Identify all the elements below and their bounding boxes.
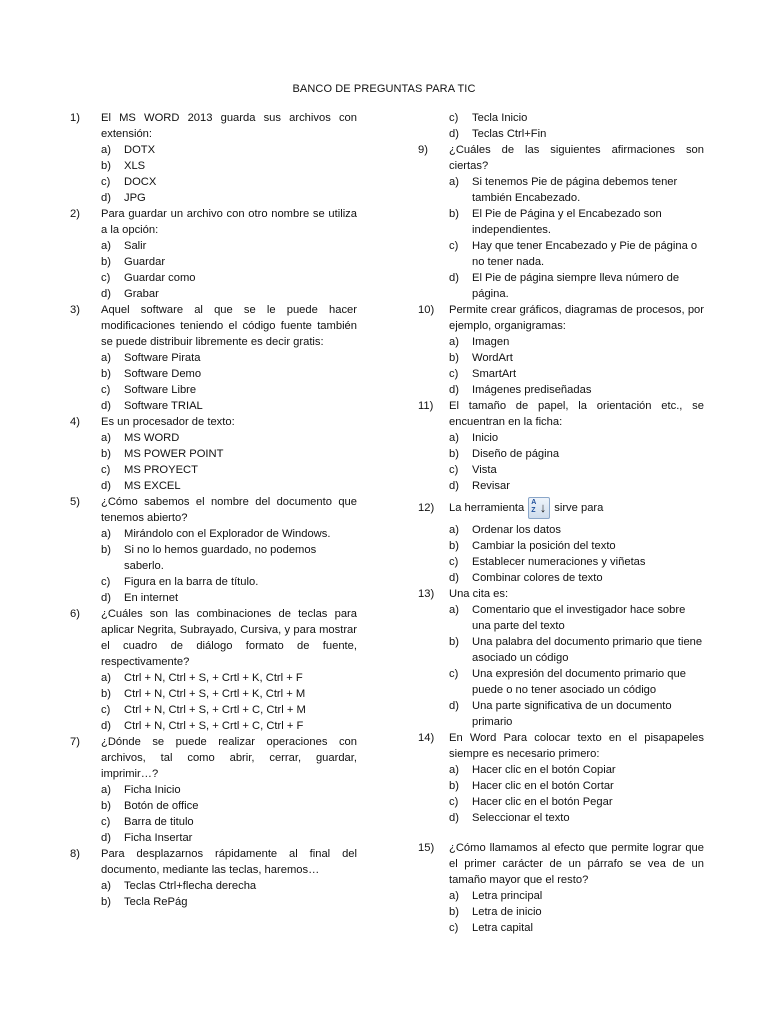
option-text: Si no lo hemos guardado, no podemos saberlo.: [124, 544, 317, 572]
option-letter: a): [101, 352, 111, 364]
answer-option: [70, 270, 357, 286]
option-text: Una expresión del documento primario que puede o no tener asociado un código: [472, 668, 686, 696]
question-item: [418, 398, 704, 430]
answer-option: [70, 574, 357, 590]
option-letter: c): [449, 368, 459, 380]
option-text: Salir: [124, 240, 147, 252]
option-letter: d): [101, 192, 111, 204]
option-text: Tecla RePág: [124, 896, 188, 908]
option-text: MS WORD: [124, 432, 180, 444]
option-text: Letra de inicio: [472, 906, 542, 918]
answer-option: [70, 382, 357, 398]
question-number: 11): [418, 400, 434, 412]
option-text: Hacer clic en el botón Pegar: [472, 796, 613, 808]
question-item: [70, 734, 357, 782]
option-text: Teclas Ctrl+Fin: [472, 128, 547, 140]
option-letter: c): [449, 240, 459, 252]
question-number: 14): [418, 732, 435, 744]
question-number: 3): [70, 304, 80, 316]
option-text: Hacer clic en el botón Copiar: [472, 764, 616, 776]
option-letter: d): [449, 812, 459, 824]
answer-option: [70, 446, 357, 462]
answer-option: [70, 174, 357, 190]
question-text: ¿Cómo llamamos al efecto que permite lograr que el primer carácter de un párrafo se vea de un tamaño mayor que el resto?: [449, 842, 704, 886]
option-letter: a): [449, 604, 459, 616]
option-letter: a): [101, 880, 111, 892]
option-letter: d): [101, 832, 111, 844]
option-text: Diseño de página: [472, 448, 560, 460]
option-text: Software Pirata: [124, 352, 201, 364]
answer-option: [418, 904, 704, 920]
answer-option: [70, 158, 357, 174]
option-letter: c): [449, 668, 459, 680]
question-item: [418, 494, 704, 522]
option-text: Grabar: [124, 288, 159, 300]
option-text: Letra capital: [472, 922, 533, 934]
question-number: 12): [418, 502, 435, 514]
question-text: ¿Cuáles son las combinaciones de teclas para aplicar Negrita, Subrayado, Cursiva, y para mostrar el cuadro de diálogo formato de fuente, respectivamente?: [101, 608, 357, 668]
option-text: Seleccionar el texto: [472, 812, 570, 824]
question-text-after: sirve para: [554, 501, 604, 514]
option-letter: b): [101, 896, 111, 908]
option-text: Barra de titulo: [124, 816, 194, 828]
option-text: Tecla Inicio: [472, 112, 528, 124]
answer-option: [70, 526, 357, 542]
question-item: [418, 840, 704, 888]
option-text: MS EXCEL: [124, 480, 181, 492]
option-letter: b): [101, 688, 111, 700]
question-item: [70, 302, 357, 350]
option-text: Hacer clic en el botón Cortar: [472, 780, 614, 792]
sort-az-icon: [528, 497, 550, 519]
option-text: MS POWER POINT: [124, 448, 224, 460]
option-letter: d): [101, 288, 111, 300]
option-text: Software Libre: [124, 384, 197, 396]
option-text: Botón de office: [124, 800, 199, 812]
option-letter: b): [449, 352, 459, 364]
option-text: WordArt: [472, 352, 513, 364]
answer-option: [418, 382, 704, 398]
option-text: Una parte significativa de un documento primario: [472, 700, 672, 728]
option-letter: a): [101, 672, 111, 684]
option-text: Cambiar la posición del texto: [472, 540, 616, 552]
sort-icon-letters: A Z: [531, 499, 537, 514]
question-number: 4): [70, 416, 80, 428]
option-letter: a): [101, 144, 111, 156]
question-item: [70, 206, 357, 238]
answer-option: [418, 350, 704, 366]
option-letter: c): [449, 112, 459, 124]
answer-option: [70, 190, 357, 206]
down-arrow-icon: ↓: [539, 500, 547, 515]
option-letter: b): [101, 160, 111, 172]
option-text: Ctrl + N, Ctrl + S, + Crtl + K, Ctrl + F: [124, 672, 303, 684]
answer-option: [70, 782, 357, 798]
answer-option: [418, 110, 704, 126]
option-text: Ficha Insertar: [124, 832, 193, 844]
question-number: 2): [70, 208, 80, 220]
option-text: Combinar colores de texto: [472, 572, 603, 584]
answer-option: [70, 670, 357, 686]
option-letter: d): [101, 720, 111, 732]
answer-option: [418, 334, 704, 350]
answer-option: [70, 798, 357, 814]
answer-option: [70, 894, 357, 910]
answer-option: [418, 366, 704, 382]
answer-option: [418, 538, 704, 554]
option-text: Ctrl + N, Ctrl + S, + Crtl + K, Ctrl + M: [124, 688, 306, 700]
question-number: 10): [418, 304, 435, 316]
option-letter: b): [101, 544, 111, 556]
option-text: Guardar: [124, 256, 166, 268]
option-letter: b): [449, 540, 459, 552]
question-text: [449, 497, 603, 519]
answer-option: [418, 634, 704, 666]
option-letter: d): [449, 384, 459, 396]
question-item: [418, 302, 704, 334]
option-text: Imagen: [472, 336, 510, 348]
option-letter: b): [449, 448, 459, 460]
answer-option: [418, 430, 704, 446]
option-letter: c): [101, 176, 111, 188]
option-letter: a): [449, 764, 459, 776]
option-letter: b): [101, 368, 111, 380]
answer-option: [70, 702, 357, 718]
option-text: El Pie de página siempre lleva número de página.: [472, 272, 680, 300]
option-text: Software TRIAL: [124, 400, 203, 412]
option-text: Vista: [472, 464, 497, 476]
option-letter: c): [449, 464, 459, 476]
answer-option: [70, 142, 357, 158]
answer-option: [418, 920, 704, 936]
question-number: 7): [70, 736, 80, 748]
option-text: Revisar: [472, 480, 510, 492]
option-letter: d): [449, 572, 459, 584]
option-letter: d): [101, 400, 111, 412]
question-text: ¿Cómo sabemos el nombre del documento que tenemos abierto?: [101, 496, 357, 524]
option-letter: b): [101, 256, 111, 268]
answer-option: [70, 478, 357, 494]
option-letter: a): [101, 240, 111, 252]
option-letter: a): [449, 432, 459, 444]
question-item: [70, 846, 357, 878]
answer-option: [70, 350, 357, 366]
option-letter: d): [101, 480, 111, 492]
option-text: Mirándolo con el Explorador de Windows.: [124, 528, 331, 540]
option-letter: a): [101, 784, 111, 796]
answer-option: [418, 698, 704, 730]
option-text: Si tenemos Pie de página debemos tener también Encabezado.: [472, 176, 678, 204]
answer-option: [70, 686, 357, 702]
question-number: 6): [70, 608, 80, 620]
option-letter: c): [449, 796, 459, 808]
option-text: SmartArt: [472, 368, 517, 380]
option-letter: d): [449, 272, 459, 284]
option-letter: a): [449, 336, 459, 348]
document-title: BANCO DE PREGUNTAS PARA TIC: [292, 83, 476, 95]
question-number: 8): [70, 848, 80, 860]
option-letter: c): [101, 576, 111, 588]
question-item: [70, 606, 357, 670]
answer-option: [418, 462, 704, 478]
question-item: [70, 494, 357, 526]
question-item: [418, 586, 704, 602]
answer-option: [418, 762, 704, 778]
question-number: 13): [418, 588, 435, 600]
answer-option: [70, 398, 357, 414]
answer-option: [70, 830, 357, 846]
option-text: Una palabra del documento primario que tiene asociado un código: [472, 636, 703, 664]
answer-option: [70, 814, 357, 830]
option-text: Ficha Inicio: [124, 784, 181, 796]
answer-option: [418, 888, 704, 904]
option-text: Ctrl + N, Ctrl + S, + Crtl + C, Ctrl + F: [124, 720, 304, 732]
option-letter: b): [449, 780, 459, 792]
option-letter: b): [449, 636, 459, 648]
question-text: ¿Dónde se puede realizar operaciones con archivos, tal como abrir, cerrar, guardar, imprimir…?: [101, 736, 357, 780]
answer-option: [418, 206, 704, 238]
question-text: Es un procesador de texto:: [101, 416, 235, 428]
right-column: [418, 110, 704, 936]
answer-option: [70, 878, 357, 894]
left-column: [70, 110, 357, 910]
question-text: Para guardar un archivo con otro nombre se utiliza a la opción:: [101, 208, 357, 236]
option-letter: c): [101, 272, 111, 284]
question-text-before: La herramienta: [449, 501, 525, 514]
answer-option: [418, 810, 704, 826]
question-item: [70, 414, 357, 430]
answer-option: [418, 478, 704, 494]
question-number: 15): [418, 842, 435, 854]
option-letter: d): [101, 592, 111, 604]
option-letter: d): [449, 128, 459, 140]
option-text: Inicio: [472, 432, 499, 444]
option-text: El Pie de Página y el Encabezado son independientes.: [472, 208, 662, 236]
answer-option: [70, 542, 357, 574]
option-text: Comentario que el investigador hace sobre una parte del texto: [472, 604, 686, 632]
answer-option: [418, 554, 704, 570]
option-text: Ctrl + N, Ctrl + S, + Crtl + C, Ctrl + M: [124, 704, 306, 716]
option-text: Guardar como: [124, 272, 196, 284]
option-text: DOTX: [124, 144, 156, 156]
question-text: Una cita es:: [449, 588, 509, 600]
option-letter: d): [449, 480, 459, 492]
question-number: 1): [70, 112, 80, 124]
option-letter: c): [449, 556, 459, 568]
question-text: Permite crear gráficos, diagramas de procesos, por ejemplo, organigramas:: [449, 304, 704, 332]
question-item: [418, 730, 704, 762]
answer-option: [418, 666, 704, 698]
question-number: 5): [70, 496, 80, 508]
option-text: DOCX: [124, 176, 157, 188]
option-letter: c): [101, 464, 111, 476]
answer-option: [70, 718, 357, 734]
answer-option: [70, 286, 357, 302]
option-text: Establecer numeraciones y viñetas: [472, 556, 646, 568]
answer-option: [70, 366, 357, 382]
option-text: Software Demo: [124, 368, 202, 380]
option-letter: b): [449, 906, 459, 918]
option-letter: a): [101, 528, 111, 540]
answer-option: [418, 270, 704, 302]
option-text: MS PROYECT: [124, 464, 198, 476]
answer-option: [418, 602, 704, 634]
answer-option: [418, 126, 704, 142]
option-text: JPG: [124, 192, 146, 204]
option-letter: b): [101, 448, 111, 460]
question-item: [418, 142, 704, 174]
option-letter: a): [449, 176, 459, 188]
option-letter: c): [101, 704, 111, 716]
answer-option: [70, 590, 357, 606]
answer-option: [70, 430, 357, 446]
option-letter: c): [101, 384, 111, 396]
answer-option: [418, 446, 704, 462]
answer-option: [418, 570, 704, 586]
question-text: Para desplazarnos rápidamente al final del documento, mediante las teclas, haremos…: [101, 848, 357, 876]
option-letter: c): [449, 922, 459, 934]
option-letter: d): [449, 700, 459, 712]
question-text: En Word Para colocar texto en el pisapapeles siempre es necesario primero:: [449, 732, 704, 760]
option-letter: c): [101, 816, 111, 828]
answer-option: [70, 254, 357, 270]
option-letter: b): [101, 800, 111, 812]
question-item: [70, 110, 357, 142]
answer-option: [70, 238, 357, 254]
option-letter: b): [449, 208, 459, 220]
option-letter: a): [449, 890, 459, 902]
option-text: Teclas Ctrl+flecha derecha: [124, 880, 257, 892]
answer-option: [418, 522, 704, 538]
answer-option: [418, 794, 704, 810]
answer-option: [418, 778, 704, 794]
question-text: ¿Cuáles de las siguientes afirmaciones son ciertas?: [449, 144, 704, 172]
answer-option: [418, 174, 704, 206]
option-text: Imágenes prediseñadas: [472, 384, 592, 396]
spacer: [418, 826, 704, 840]
question-text: El MS WORD 2013 guarda sus archivos con extensión:: [101, 112, 357, 140]
question-number: 9): [418, 144, 428, 156]
option-letter: a): [101, 432, 111, 444]
answer-option: [70, 462, 357, 478]
option-text: Hay que tener Encabezado y Pie de página o no tener nada.: [472, 240, 698, 268]
option-letter: a): [449, 524, 459, 536]
option-text: En internet: [124, 592, 179, 604]
question-text: El tamaño de papel, la orientación etc., se encuentran en la ficha:: [449, 400, 704, 428]
option-text: Figura en la barra de título.: [124, 576, 259, 588]
option-text: XLS: [124, 160, 146, 172]
option-text: Letra principal: [472, 890, 543, 902]
answer-option: [418, 238, 704, 270]
option-text: Ordenar los datos: [472, 524, 561, 536]
question-text: Aquel software al que se le puede hacer modificaciones teniendo el código fuente también se puede distribuir libremente es decir gratis:: [101, 304, 357, 348]
